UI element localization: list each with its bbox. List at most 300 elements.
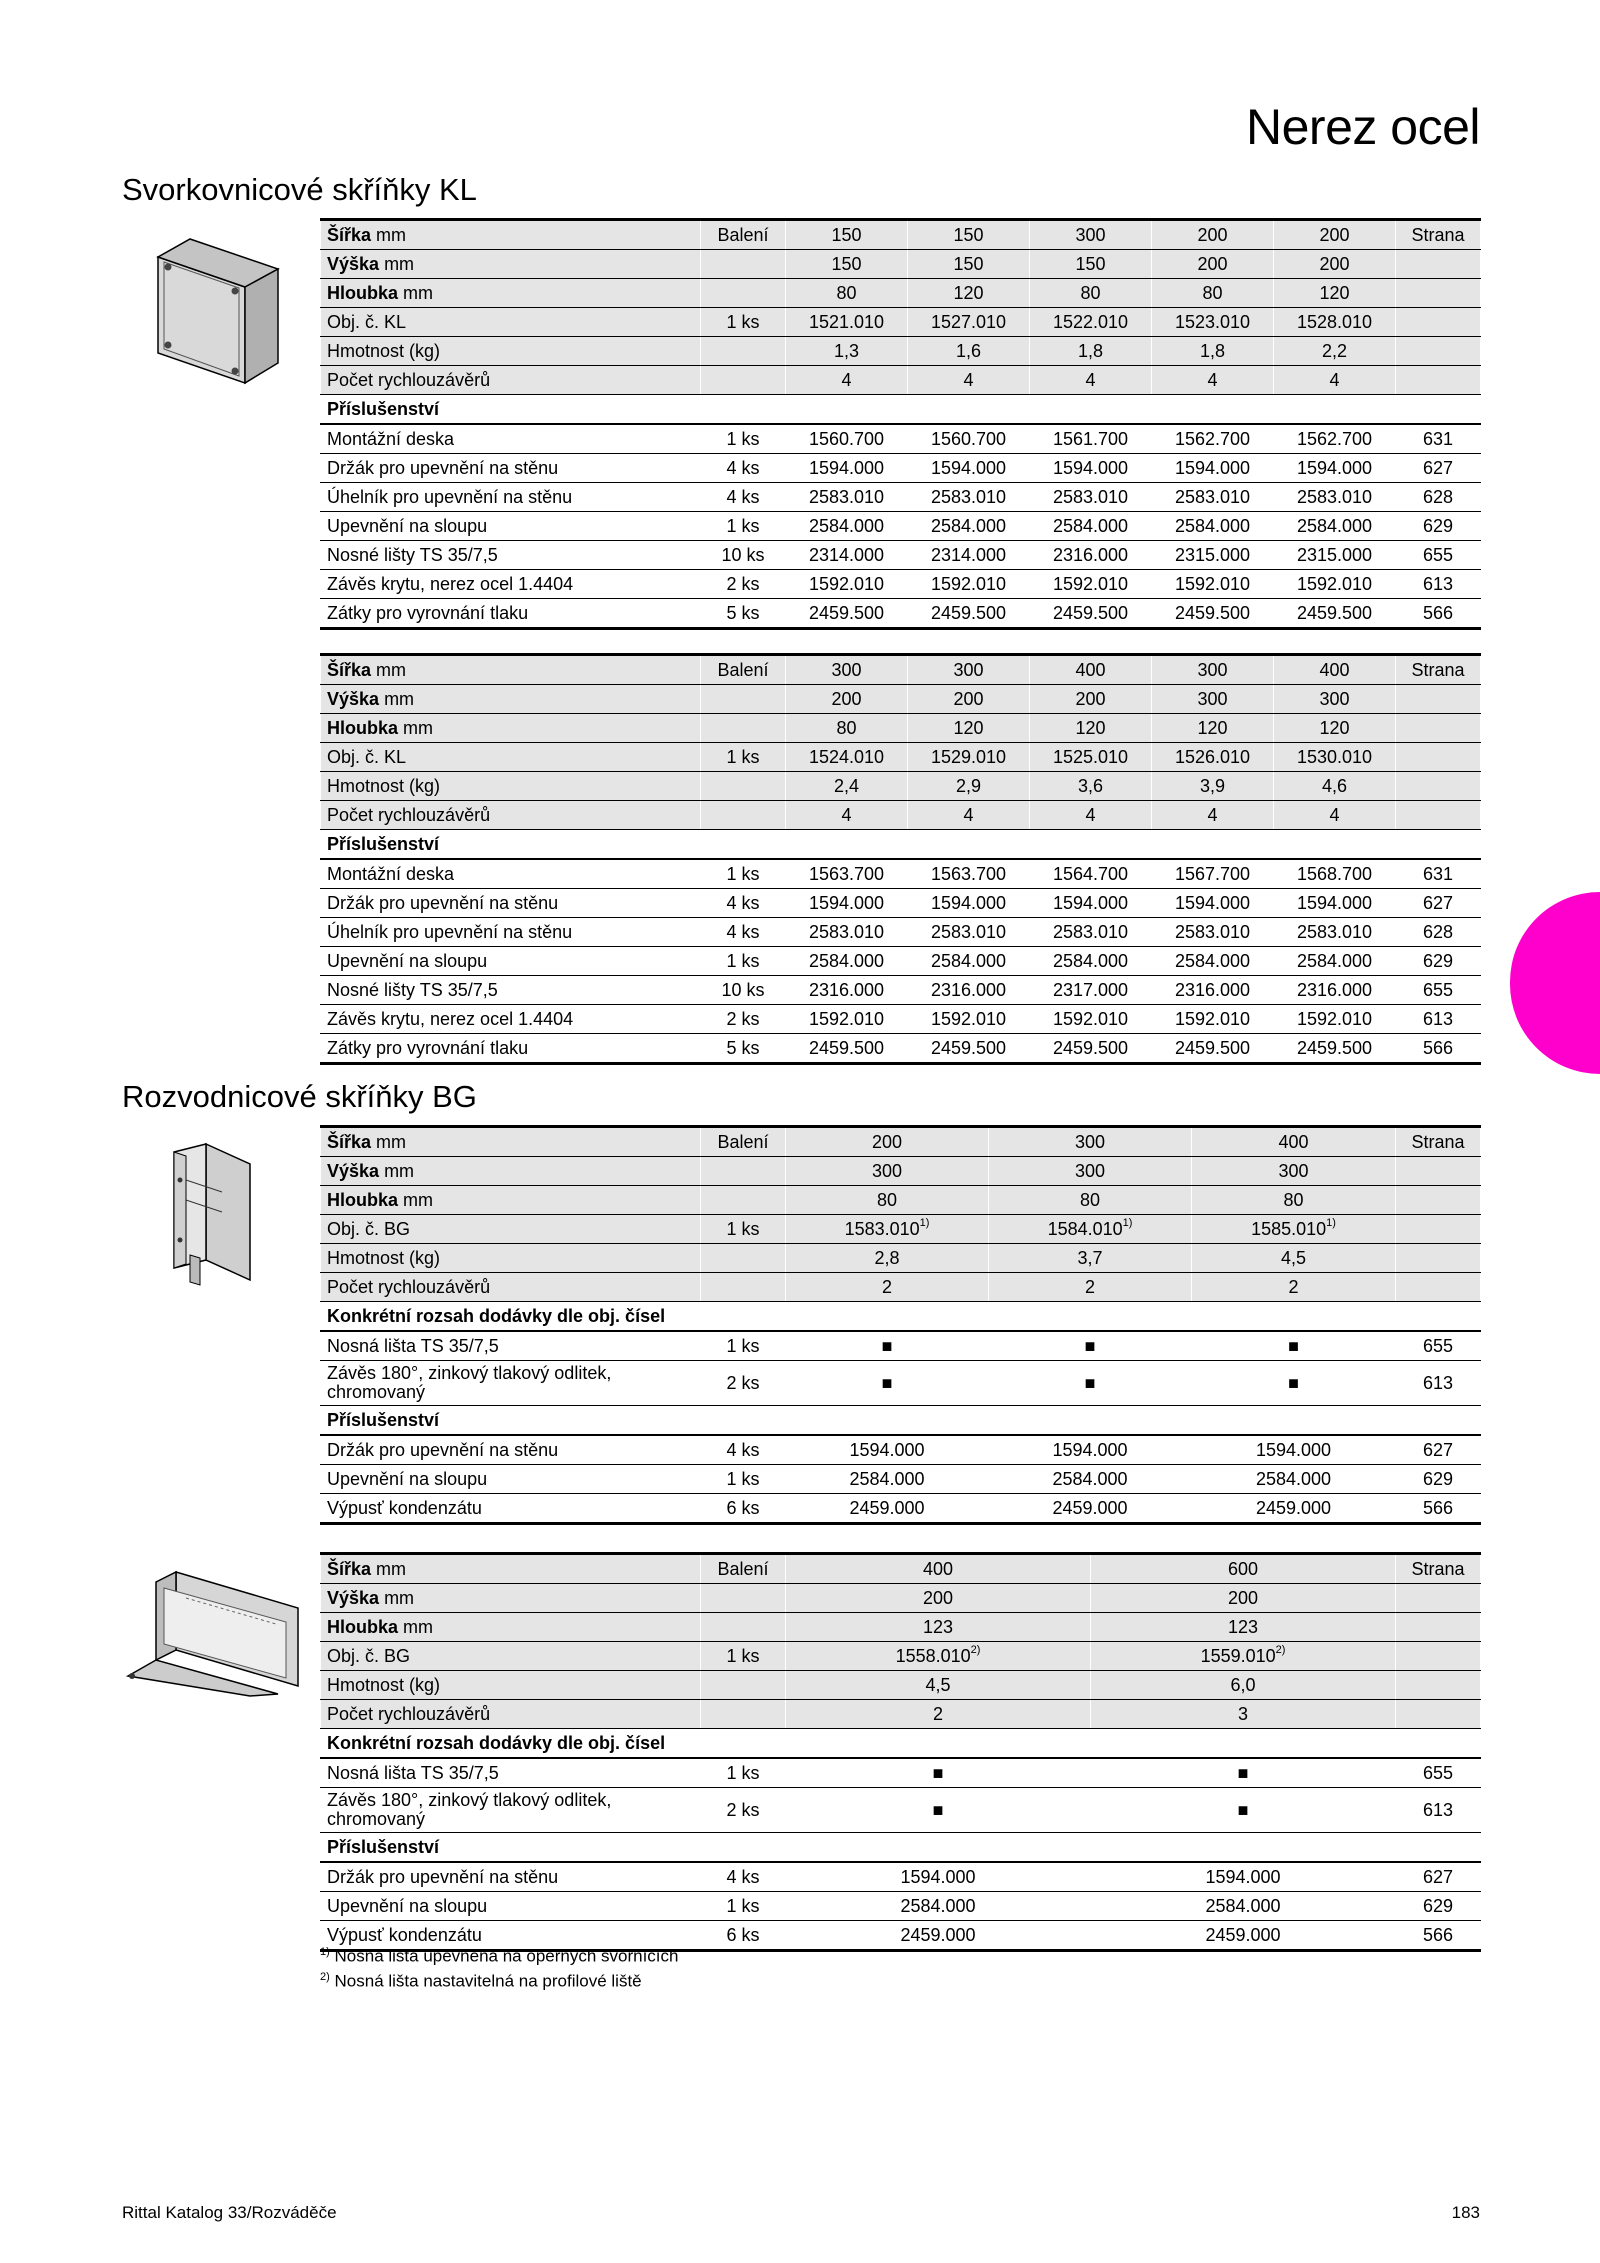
page-number: 183 [1451,2203,1480,2222]
cell: 4 [1274,801,1396,830]
table-row [321,830,1481,860]
pack-cell: 6 ks [701,1494,786,1524]
cell: 1594.000 [786,454,908,483]
pack-cell: 4 ks [701,1862,786,1892]
order-number: 1524.010 [786,743,908,772]
cell: 300 [908,655,1030,685]
row-label: Závěs 180°, zinkový tlakový odlitek, chromovaný [321,1788,701,1833]
cell: 1560.700 [908,424,1030,454]
order-number: 1525.010 [1030,743,1152,772]
cell: 1594.000 [786,889,908,918]
page-header: Strana [1396,655,1481,685]
accessories-heading: Příslušenství [321,830,1481,860]
bg-enclosure-illustration [170,1140,260,1290]
accessories-heading: Příslušenství [321,1406,1481,1436]
depth-label: Hloubka [327,1616,399,1637]
table-row [321,1671,1481,1700]
table-row [321,395,1481,425]
cell: 1563.700 [786,859,908,889]
cell: 2459.500 [908,1034,1030,1064]
cell: 3 [1091,1700,1396,1729]
cell: 4 [1152,366,1274,395]
pack-cell: 1 ks [701,1642,786,1671]
kl-table-2 [320,653,1481,1065]
cell: 2,4 [786,772,908,801]
pack-cell: 1 ks [701,308,786,337]
cell: 200 [1152,220,1274,250]
cell: 4 [1152,801,1274,830]
section-title-bg: Rozvodnicové skříňky BG [122,1079,477,1114]
included-mark: ■ [989,1361,1192,1406]
cell: 1,8 [1152,337,1274,366]
row-label: Montážní deska [321,424,701,454]
table-row [321,1465,1481,1494]
row-label: Zátky pro vyrovnání tlaku [321,599,701,629]
cell: 123 [1091,1613,1396,1642]
cell: 4 [908,366,1030,395]
included-mark: ■ [786,1361,989,1406]
cell: 1594.000 [1030,889,1152,918]
table-row [321,1494,1481,1524]
table-row [321,1244,1481,1273]
footnote-mark: 2) [320,1970,330,1983]
table-row [321,1729,1481,1759]
cell: 200 [1274,220,1396,250]
cell: 1594.000 [786,1435,989,1465]
cell: 120 [1030,714,1152,743]
depth-label: Hloubka [327,717,399,738]
table-row: Hloubka mm 123 123 [321,1613,1481,1642]
page-cell: 627 [1396,889,1481,918]
cell: 150 [786,250,908,279]
cell: 2315.000 [1152,541,1274,570]
table-row [321,1435,1481,1465]
page-cell: 629 [1396,1465,1481,1494]
cell: 2583.010 [908,483,1030,512]
cell: 2316.000 [1152,976,1274,1005]
cell: 2583.010 [1030,918,1152,947]
cell: 2583.010 [1152,918,1274,947]
row-label: Výpusť kondenzátu [321,1921,701,1951]
locks-label: Počet rychlouzávěrů [321,366,701,395]
bg-table-2 [320,1552,1481,1952]
height-label: Výška [327,1587,380,1608]
cell: 2459.500 [1274,599,1396,629]
cell: 2459.500 [1274,1034,1396,1064]
table-row [321,1302,1481,1332]
cell: 200 [1152,250,1274,279]
cell: 300 [786,655,908,685]
table-row [321,1833,1481,1863]
cell: 1562.700 [1152,424,1274,454]
cell: 1592.010 [1152,1005,1274,1034]
cell: 300 [1152,655,1274,685]
included-mark: ■ [786,1788,1091,1833]
cell: 2316.000 [1274,976,1396,1005]
cell: 200 [786,685,908,714]
cell: 2315.000 [1274,541,1396,570]
locks-label: Počet rychlouzávěrů [321,801,701,830]
pack-cell: 1 ks [701,1331,786,1361]
cell: 1567.700 [1152,859,1274,889]
table-row [321,308,1481,337]
weight-label: Hmotnost (kg) [321,337,701,366]
cell: 3,9 [1152,772,1274,801]
cell: 400 [1030,655,1152,685]
table-row [321,1892,1481,1921]
page-cell: 631 [1396,424,1481,454]
table-row [321,1215,1481,1244]
cell: 1594.000 [1274,889,1396,918]
included-mark: ■ [1192,1361,1396,1406]
order-number: 1522.010 [1030,308,1152,337]
table-row [321,366,1481,395]
cell: 120 [908,714,1030,743]
row-label: Nosné lišty TS 35/7,5 [321,976,701,1005]
table-row [321,772,1481,801]
order-number: 1529.010 [908,743,1030,772]
cell: 1560.700 [786,424,908,454]
cell: 200 [1274,250,1396,279]
cell: 4,5 [786,1671,1091,1700]
cell: 2459.500 [1030,599,1152,629]
table-row: Hloubka mm 80 80 80 [321,1186,1481,1215]
cell: 4 [786,366,908,395]
cell: 2584.000 [1152,512,1274,541]
cell: 2 [786,1273,989,1302]
cell: 150 [908,220,1030,250]
cell: 2316.000 [1030,541,1152,570]
cell: 1592.010 [786,570,908,599]
cell: 2459.500 [786,599,908,629]
page-header: Strana [1396,1554,1481,1584]
pack-cell: 1 ks [701,1465,786,1494]
cell: 1592.010 [1030,570,1152,599]
cell: 300 [1152,685,1274,714]
cell: 2584.000 [1091,1892,1396,1921]
cell: 150 [1030,250,1152,279]
cell: 4 [786,801,908,830]
cell: 1594.000 [1030,454,1152,483]
cell: 120 [1152,714,1274,743]
cell: 2583.010 [786,483,908,512]
cell: 1563.700 [908,859,1030,889]
pack-cell: 10 ks [701,976,786,1005]
page-cell: 655 [1396,976,1481,1005]
table-row [321,512,1481,541]
cell: 2584.000 [1192,1465,1396,1494]
order-number: 1583.010 [844,1218,920,1239]
scope-heading: Konkrétní rozsah dodávky dle obj. čísel [321,1302,1481,1332]
cell: 80 [786,1186,989,1215]
page-cell: 629 [1396,947,1481,976]
cell: 2459.500 [1152,1034,1274,1064]
pack-cell: 1 ks [701,512,786,541]
cell: 2584.000 [1030,947,1152,976]
cell: 1,8 [1030,337,1152,366]
page-cell: 655 [1396,1758,1481,1788]
table-row [321,1406,1481,1436]
included-mark: ■ [989,1331,1192,1361]
cell: 2 [989,1273,1192,1302]
cell: 2584.000 [786,1892,1091,1921]
height-label: Výška [327,1160,380,1181]
table-row [321,1642,1481,1671]
cell: 3,7 [989,1244,1192,1273]
table-row [321,859,1481,889]
kl-table-1 [320,218,1481,630]
pack-cell: 1 ks [701,1758,786,1788]
bg-table-1 [320,1125,1481,1525]
cell: 600 [1091,1554,1396,1584]
table-row [321,424,1481,454]
footnote-mark: 1) [320,1946,330,1958]
cell: 1,6 [908,337,1030,366]
table-row [321,1758,1481,1788]
cell: 4 [908,801,1030,830]
pack-cell: 1 ks [701,424,786,454]
pack-cell: 1 ks [701,947,786,976]
cell: 400 [786,1554,1091,1584]
accessories-heading: Příslušenství [321,395,1481,425]
cell: 2459.000 [989,1494,1192,1524]
page-cell: 629 [1396,512,1481,541]
page-cell: 627 [1396,454,1481,483]
included-mark: ■ [786,1758,1091,1788]
footnote: $^{2)}$ Nosná lišta nastavitelná na profilové liště [320,1970,642,1991]
cell: 1592.010 [908,1005,1030,1034]
cell: 300 [1192,1157,1396,1186]
pack-header: Balení [701,220,786,250]
locks-label: Počet rychlouzávěrů [321,1700,701,1729]
cell: 1592.010 [1274,1005,1396,1034]
cell: 4,6 [1274,772,1396,801]
table-row [321,976,1481,1005]
cell: 4,5 [1192,1244,1396,1273]
table-row [321,337,1481,366]
locks-label: Počet rychlouzávěrů [321,1273,701,1302]
row-label: Nosná lišta TS 35/7,5 [321,1331,701,1361]
table-row: Hloubka mm 80 120 120 120 120 [321,714,1481,743]
row-label: Upevnění na sloupu [321,947,701,976]
cell: 80 [1152,279,1274,308]
page-cell: 631 [1396,859,1481,889]
row-label: Držák pro upevnění na stěnu [321,454,701,483]
order-label: Obj. č. BG [321,1642,701,1671]
row-label: Upevnění na sloupu [321,512,701,541]
row-label: Držák pro upevnění na stěnu [321,1862,701,1892]
cell: 2459.000 [1192,1494,1396,1524]
table-row: Výška mm 200 200 [321,1584,1481,1613]
cell: 1592.010 [786,1005,908,1034]
order-number: 1521.010 [786,308,908,337]
included-mark: ■ [786,1331,989,1361]
cell: 80 [1192,1186,1396,1215]
footnote-mark: 2) [1275,1643,1286,1656]
cell: 300 [989,1157,1192,1186]
cell: 150 [786,220,908,250]
row-label: Úhelník pro upevnění na stěnu [321,483,701,512]
footnote-mark: 1) [919,1216,930,1229]
page-header: Strana [1396,220,1481,250]
order-number: 1559.010 [1200,1645,1276,1666]
cell: 2314.000 [786,541,908,570]
table-row [321,1005,1481,1034]
height-label: Výška [327,688,380,709]
footnote-mark: 1) [1326,1216,1336,1229]
table-row: Šířka mm Balení 300 300 400 300 400 Strana [321,655,1481,685]
row-label: Nosná lišta TS 35/7,5 [321,1758,701,1788]
cell: 120 [908,279,1030,308]
pack-cell: 1 ks [701,1892,786,1921]
order-number: 1530.010 [1274,743,1396,772]
order-label: Obj. č. KL [321,743,701,772]
table-row: Šířka mm Balení 200 300 400 Strana [321,1127,1481,1157]
cell: 1594.000 [1192,1435,1396,1465]
order-label: Obj. č. BG [321,1215,701,1244]
weight-label: Hmotnost (kg) [321,1671,701,1700]
cell: 1594.000 [989,1435,1192,1465]
footnote: $^{1)}$ Nosná lišta upevněná na opěrných svornících [320,1946,679,1966]
cell: 80 [989,1186,1192,1215]
cell: 2459.500 [908,599,1030,629]
cell: 1594.000 [908,889,1030,918]
cell: 2584.000 [989,1465,1192,1494]
page-title: Nerez ocel [1246,99,1480,155]
included-mark: ■ [1091,1788,1396,1833]
table-row: Výška mm 300 300 300 [321,1157,1481,1186]
cell: 4 [1030,801,1152,830]
cell: 2459.000 [1091,1921,1396,1951]
order-number: 1584.010 [1047,1218,1123,1239]
cell: 200 [908,685,1030,714]
cell: 1,3 [786,337,908,366]
cell: 2583.010 [1274,483,1396,512]
table-row [321,889,1481,918]
depth-label: Hloubka [327,282,399,303]
cell: 2314.000 [908,541,1030,570]
kl-enclosure-illustration [150,235,285,385]
cell: 2459.000 [786,1921,1091,1951]
cell: 1592.010 [1152,570,1274,599]
width-label: Šířka [327,1558,372,1579]
table-row: Výška mm 150 150 150 200 200 [321,250,1481,279]
page-header: Strana [1396,1127,1481,1157]
cell: 400 [1274,655,1396,685]
pack-cell: 1 ks [701,859,786,889]
table-row [321,1788,1481,1833]
cell: 2584.000 [786,1465,989,1494]
pack-cell: 4 ks [701,483,786,512]
cell: 2583.010 [1152,483,1274,512]
cell: 2,9 [908,772,1030,801]
row-label: Upevnění na sloupu [321,1465,701,1494]
pack-cell: 4 ks [701,1435,786,1465]
table-row [321,1700,1481,1729]
row-label: Úhelník pro upevnění na stěnu [321,918,701,947]
page-cell: 566 [1396,1921,1481,1951]
page-cell: 613 [1396,1361,1481,1406]
row-label: Držák pro upevnění na stěnu [321,1435,701,1465]
table-row [321,1862,1481,1892]
table-row [321,1331,1481,1361]
bg-open-enclosure-illustration [126,1568,306,1698]
page-cell: 566 [1396,599,1481,629]
row-label: Závěs krytu, nerez ocel 1.4404 [321,1005,701,1034]
cell: 150 [908,250,1030,279]
cell: 2459.500 [1030,1034,1152,1064]
page-cell: 613 [1396,1005,1481,1034]
pack-cell: 10 ks [701,541,786,570]
cell: 80 [1030,279,1152,308]
cell: 2584.000 [1274,512,1396,541]
cell: 200 [786,1127,989,1157]
cell: 200 [1030,685,1152,714]
order-number: 1526.010 [1152,743,1274,772]
page-cell: 613 [1396,1788,1481,1833]
table-row: Šířka mm Balení 400 600 Strana [321,1554,1481,1584]
chapter-tab-marker [1510,892,1600,1074]
table-row [321,483,1481,512]
page-cell: 627 [1396,1862,1481,1892]
pack-cell: 2 ks [701,1005,786,1034]
cell: 1592.010 [908,570,1030,599]
footnotes [320,1942,679,1991]
page-cell: 566 [1396,1034,1481,1064]
pack-cell: 4 ks [701,889,786,918]
cell: 2584.000 [786,947,908,976]
cell: 2584.000 [908,947,1030,976]
depth-label: Hloubka [327,1189,399,1210]
cell: 6,0 [1091,1671,1396,1700]
table-row: Hloubka mm 80 120 80 80 120 [321,279,1481,308]
height-label: Výška [327,253,380,274]
cell: 2583.010 [786,918,908,947]
width-label: Šířka [327,224,372,245]
cell: 300 [786,1157,989,1186]
cell: 2459.000 [786,1494,989,1524]
table-row [321,801,1481,830]
weight-label: Hmotnost (kg) [321,1244,701,1273]
weight-label: Hmotnost (kg) [321,772,701,801]
table-row [321,220,1481,250]
cell: 3,6 [1030,772,1152,801]
cell: 1594.000 [786,1862,1091,1892]
cell: 4 [1274,366,1396,395]
cell: 200 [1091,1584,1396,1613]
cell: 2459.500 [786,1034,908,1064]
row-label: Zátky pro vyrovnání tlaku [321,1034,701,1064]
pack-cell: 2 ks [701,1361,786,1406]
cell: 2316.000 [786,976,908,1005]
pack-header: Balení [701,1127,786,1157]
table-row [321,918,1481,947]
cell: 300 [1274,685,1396,714]
pack-cell: 6 ks [701,1921,786,1951]
pack-cell: 4 ks [701,454,786,483]
cell: 300 [1030,220,1152,250]
pack-cell: 1 ks [701,743,786,772]
row-label: Upevnění na sloupu [321,1892,701,1921]
pack-cell: 5 ks [701,599,786,629]
section-title-kl: Svorkovnicové skříňky KL [122,172,477,207]
included-mark: ■ [1091,1758,1396,1788]
cell: 2,2 [1274,337,1396,366]
row-label: Závěs krytu, nerez ocel 1.4404 [321,570,701,599]
page-cell: 566 [1396,1494,1481,1524]
pack-cell: 2 ks [701,570,786,599]
row-label: Závěs 180°, zinkový tlakový odlitek, chromovaný [321,1361,701,1406]
